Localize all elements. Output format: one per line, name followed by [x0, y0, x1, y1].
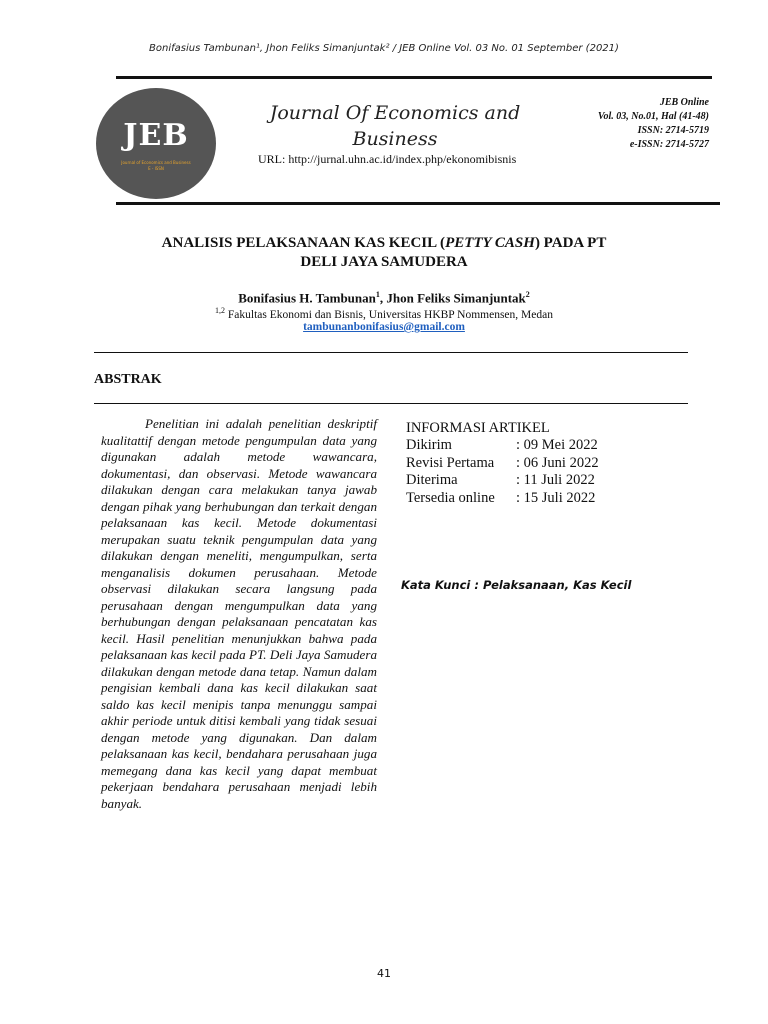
article-title [100, 234, 668, 272]
journal-logo [96, 88, 216, 199]
article-title-line-1: ANALISIS PELAKSANAAN KAS KECIL (PETTY CASH) PADA PT [161, 235, 607, 251]
article-title-line-2: DELI JAYA SAMUDERA [300, 254, 468, 270]
logo-subtitle-2: E - ISSN [148, 166, 164, 171]
table-row: Dikirim : 09 Mei 2022 [406, 437, 598, 453]
journal-meta [540, 96, 709, 152]
table-row: Diterima : 11 Juli 2022 [406, 472, 595, 488]
author-email-link[interactable]: tambunanbonifasius@gmail.com [303, 321, 465, 333]
divider [94, 352, 688, 353]
abstract-body: Penelitian ini adalah penelitian deskriptif kualitattif dengan metode pengumpulan data yang digunakan adalah metode wawancara, dokumentasi, dan observasi. Metode wawancara dilakukan dengan cara melakukan tanya jawab dengan pihak yang berhubungan dan terkait dengan pelaksanaan kas kecil. Metode dokumentasi merupakan suatu teknik pengumpulan data yang dilakukan dengan meneliti, mengumpulkan, serta menganalisis dokumen perusahaan. Metode observasi dilakukan secara langsung pada perusahaan dengan mengumpulkan data yang berhubungan dengan pelaksanaan pencatatan kas kecil. Hasil penelitian menunjukkan bahwa pada pelaksanaan kas kecil pada PT. Deli Jaya Samudera dilakukan dengan metode dana tetap. Namun dalam pengisian kembali dana kas kecil dilakukan saat saldo kas kecil menipis tanpa menunggu sampai akhir periode untuk ditisi kembali yang tidak sesuai dengan metode yang digunakan. Dan dalam pelaksanaan kas kecil, bendahara perusahaan juga memegang dana kas kecil yang dapat membuat pekerjaan bendahara perusahaan menjadi lebih banyak. [101, 416, 377, 811]
header-rule-top [116, 76, 712, 79]
author-name: Bonifasius H. Tambunan [238, 290, 376, 306]
table-row: Tersedia online : 15 Juli 2022 [406, 489, 596, 506]
abstract-heading: ABSTRAK [94, 372, 162, 387]
meta-line: Vol. 03, No.01, Hal (41-48) [597, 111, 709, 122]
logo-mark: JEB [123, 118, 189, 153]
affiliation: $^{1,2}$ Fakultas Ekonomi dan Bisnis, Universitas HKBP Nommensen, Medan [215, 306, 553, 321]
logo-subtitle: Journal of Economics and Business [121, 160, 191, 165]
running-head: Bonifasius Tambunan¹, Jhon Feliks Simanjuntak² / JEB Online Vol. 03 No. 01 September (2021) [149, 43, 619, 54]
journal-name-line-2: Business [352, 128, 438, 150]
article-info-table [406, 437, 599, 507]
meta-line: e-ISSN: 2714-5727 [629, 139, 709, 150]
article-info-heading: INFORMASI ARTIKEL [406, 420, 550, 436]
author-name: Jhon Feliks Simanjuntak [386, 290, 526, 306]
author-list: Bonifasius H. Tambunan$^1$, Jhon Feliks Simanjuntak$^2$ [238, 290, 530, 306]
journal-url[interactable]: URL: http://jurnal.uhn.ac.id/index.php/ekonomibisnis [258, 152, 517, 166]
meta-line: JEB Online [659, 97, 709, 108]
header-rule-bottom [116, 202, 720, 205]
page-number: 41 [377, 967, 391, 980]
divider [94, 403, 688, 404]
meta-line: ISSN: 2714-5719 [637, 125, 709, 136]
table-row: Revisi Pertama : 06 Juni 2022 [406, 454, 599, 471]
keywords: Kata Kunci : Pelaksanaan, Kas Kecil [401, 578, 632, 592]
journal-name [260, 100, 530, 152]
journal-name-line-1: Journal Of Economics and [269, 102, 521, 124]
